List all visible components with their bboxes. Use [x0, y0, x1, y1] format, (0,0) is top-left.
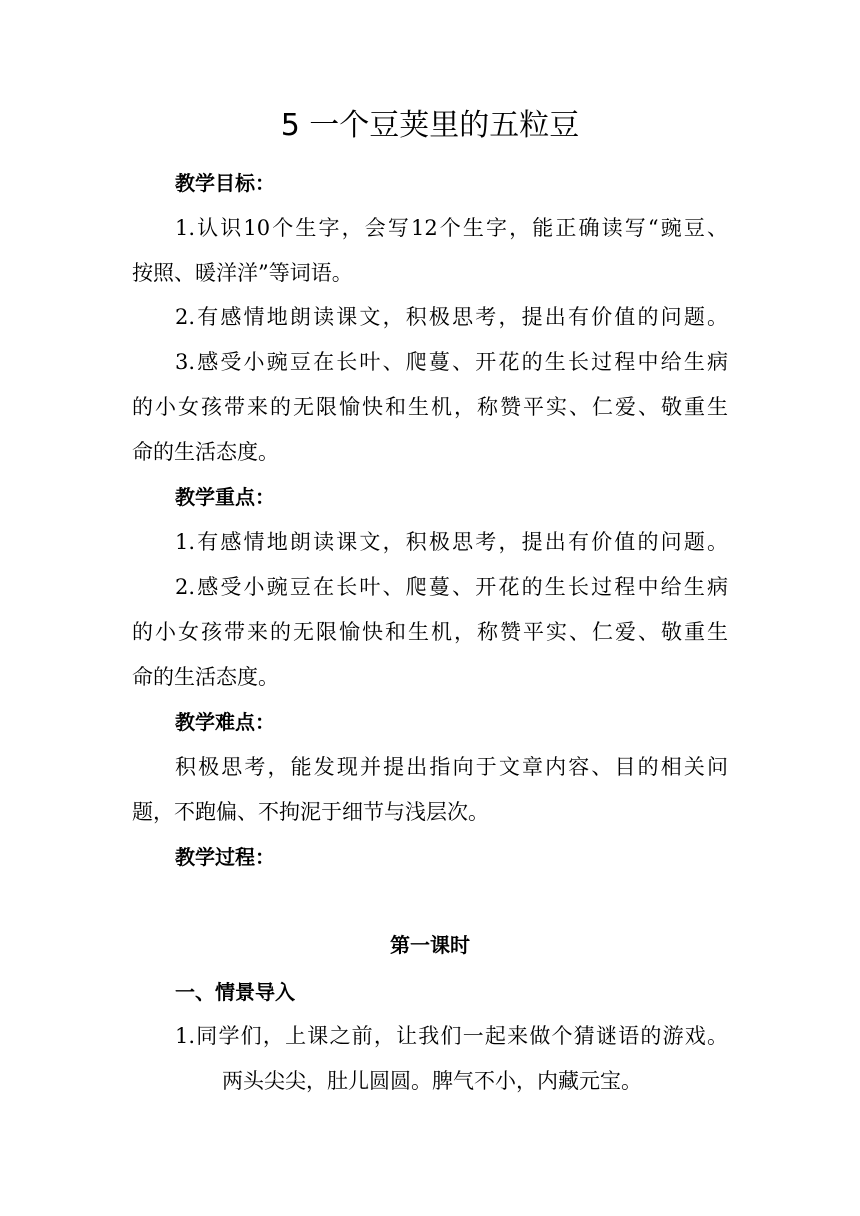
key-point-item-2-line-2: 的小女孩带来的无限愉快和生机，称赞平实、仁爱、敬重生	[132, 620, 728, 644]
objective-item-2: 2.有感情地朗读课文，积极思考，提出有价值的问题。	[175, 305, 728, 329]
lesson-item-1: 1.同学们，上课之前，让我们一起来做个猜谜语的游戏。	[175, 1024, 728, 1048]
process-heading: 教学过程：	[175, 845, 275, 869]
riddle-text: 两头尖尖，肚儿圆圆。脾气不小，内藏元宝。	[222, 1069, 642, 1093]
difficulties-line-2: 题，不跑偏、不拘泥于细节与浅层次。	[132, 800, 489, 824]
lesson-heading: 第一课时	[390, 933, 470, 957]
objective-item-3-line-1: 3.感受小豌豆在长叶、爬蔓、开花的生长过程中给生病	[175, 350, 728, 374]
difficulties-heading: 教学难点：	[175, 710, 275, 734]
objective-item-1-line-1: 1.认识10个生字，会写12个生字，能正确读写“豌豆、	[175, 216, 728, 240]
key-point-item-2-line-1: 2.感受小豌豆在长叶、爬蔓、开花的生长过程中给生病	[175, 575, 728, 599]
objective-item-3-line-2: 的小女孩带来的无限愉快和生机，称赞平实、仁爱、敬重生	[132, 395, 728, 419]
key-points-heading: 教学重点：	[175, 485, 275, 509]
difficulties-line-1: 积极思考，能发现并提出指向于文章内容、目的相关问	[175, 755, 728, 779]
section-1-heading: 一、情景导入	[175, 980, 295, 1004]
key-point-item-1: 1.有感情地朗读课文，积极思考，提出有价值的问题。	[175, 530, 728, 554]
objective-item-1-line-2: 按照、暖洋洋”等词语。	[132, 261, 353, 285]
document-title: 5 一个豆荚里的五粒豆	[280, 108, 580, 143]
objectives-heading: 教学目标：	[175, 171, 275, 195]
key-point-item-2-line-3: 命的生活态度。	[132, 665, 279, 689]
objective-item-3-line-3: 命的生活态度。	[132, 440, 279, 464]
